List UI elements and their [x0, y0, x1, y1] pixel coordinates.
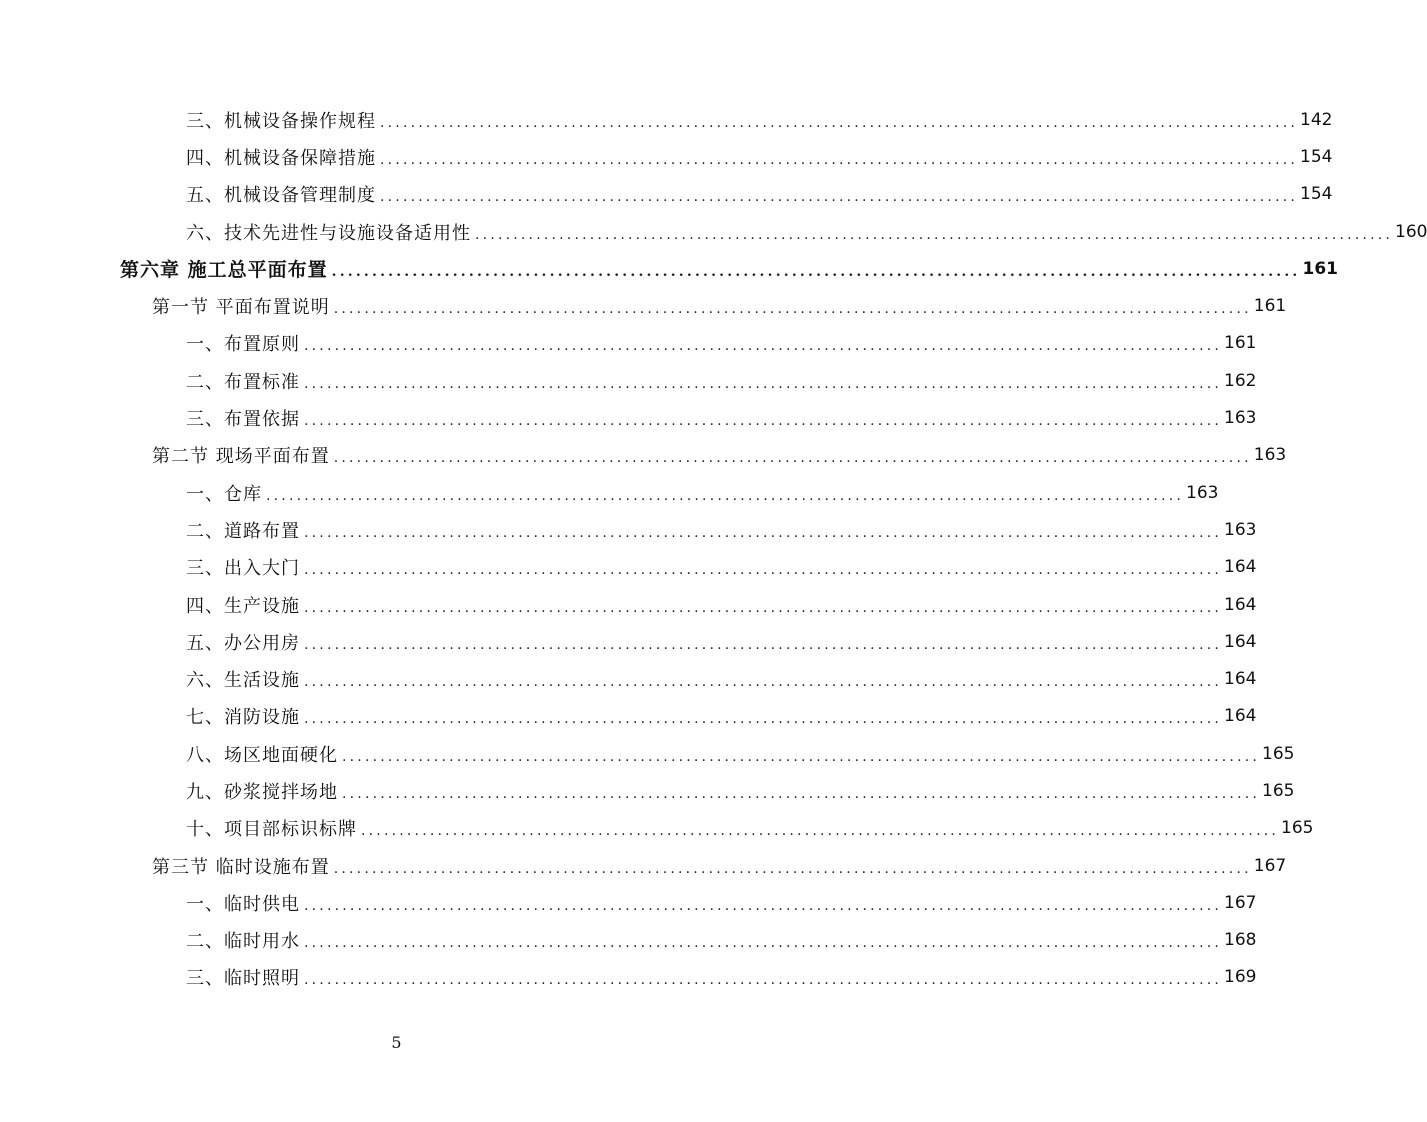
toc-entry-title: 一、布置原则	[186, 334, 300, 356]
toc-entry-title: 七、消防设施	[186, 707, 300, 729]
dot-leader: ........................................................................................................................	[304, 972, 1223, 989]
toc-entry-page: 164	[1224, 669, 1257, 690]
toc-entry-title: 第一节 平面布置说明	[152, 297, 330, 319]
toc-entry-title: 八、场区地面硬化	[186, 744, 338, 766]
dot-leader: ........................................................................................................................	[304, 413, 1223, 430]
page-number: 5	[391, 1033, 402, 1052]
toc-entry[interactable]	[0, 698, 1257, 735]
toc-entry-page: 164	[1224, 557, 1257, 578]
dot-leader: ........................................................................................................................	[333, 860, 1252, 877]
toc-entry-page: 168	[1224, 930, 1257, 951]
toc-entry[interactable]	[0, 176, 1333, 213]
toc-entry-page: 161	[1302, 258, 1339, 279]
toc-entry[interactable]	[0, 138, 1333, 175]
dot-leader: ........................................................................................................................	[361, 823, 1280, 840]
dot-leader: ........................................................................................................................	[342, 748, 1261, 765]
dot-leader: ........................................................................................................................	[380, 189, 1299, 206]
dot-leader: ........................................................................................................................	[304, 338, 1223, 355]
toc-entry-title: 第六章 施工总平面布置	[120, 259, 328, 282]
dot-leader: ........................................................................................................................	[304, 935, 1223, 952]
toc-entry-title: 三、临时照明	[186, 968, 300, 990]
toc-entry-title: 三、出入大门	[186, 558, 300, 580]
dot-leader: ........................................................................................................................	[304, 524, 1223, 541]
dot-leader: ........................................................................................................................	[304, 562, 1223, 579]
toc-entry-title: 二、布置标准	[186, 371, 300, 393]
toc-entry-page: 164	[1224, 594, 1257, 615]
toc-entry-page: 163	[1186, 482, 1219, 503]
toc-entry-title: 九、砂浆搅拌场地	[186, 781, 338, 803]
dot-leader: ........................................................................................................................	[333, 450, 1252, 467]
dot-leader: ........................................................................................................................	[304, 674, 1223, 691]
toc-entry-page: 163	[1224, 519, 1257, 540]
toc-entry[interactable]	[0, 325, 1257, 362]
toc-entry-title: 一、临时供电	[186, 893, 300, 915]
toc-entry[interactable]	[0, 623, 1257, 660]
toc-entry-title: 二、道路布置	[186, 520, 300, 542]
dot-leader: ........................................................................................................................	[331, 263, 1301, 280]
toc-entry[interactable]	[0, 735, 1295, 772]
dot-leader: ........................................................................................................................	[342, 785, 1261, 802]
dot-leader: ........................................................................................................................	[304, 897, 1223, 914]
toc-entry-page: 167	[1224, 892, 1257, 913]
toc-entry-title: 四、生产设施	[186, 595, 300, 617]
dot-leader: ........................................................................................................................	[304, 636, 1223, 653]
toc-entry-page: 154	[1300, 184, 1333, 205]
toc-entry[interactable]	[0, 586, 1257, 623]
toc-entry-page: 162	[1224, 370, 1257, 391]
toc-entry[interactable]	[0, 399, 1257, 436]
dot-leader: ........................................................................................................................	[380, 151, 1299, 168]
toc-entry-title: 三、机械设备操作规程	[186, 110, 376, 132]
toc-entry-title: 二、临时用水	[186, 931, 300, 953]
toc-section-entry[interactable]	[0, 847, 1287, 884]
toc-entry[interactable]	[0, 772, 1295, 809]
toc-entry-page: 163	[1224, 408, 1257, 429]
toc-entry[interactable]	[0, 922, 1257, 959]
dot-leader: ........................................................................................................................	[475, 226, 1394, 243]
dot-leader: ........................................................................................................................	[304, 599, 1223, 616]
toc-entry-title: 第二节 现场平面布置	[152, 446, 330, 468]
toc-entry-page: 165	[1262, 780, 1295, 801]
toc-entry-page: 160	[1395, 221, 1427, 242]
toc-entry[interactable]	[0, 884, 1257, 921]
toc-entry[interactable]	[0, 213, 1427, 250]
toc-section-entry[interactable]	[0, 287, 1287, 324]
toc-entry-title: 六、生活设施	[186, 670, 300, 692]
toc-entry[interactable]	[0, 549, 1257, 586]
toc-entry-title: 五、机械设备管理制度	[186, 185, 376, 207]
toc-entry-page: 154	[1300, 146, 1333, 167]
dot-leader: ........................................................................................................................	[304, 711, 1223, 728]
toc-entry-title: 四、机械设备保障措施	[186, 147, 376, 169]
dot-leader: ........................................................................................................................	[333, 301, 1252, 318]
toc-entry-title: 一、仓库	[186, 483, 262, 505]
toc-entry[interactable]	[0, 474, 1219, 511]
toc-entry[interactable]	[0, 362, 1257, 399]
toc-entry-title: 第三节 临时设施布置	[152, 856, 330, 878]
toc-entry[interactable]	[0, 810, 1314, 847]
toc-entry-page: 161	[1253, 296, 1287, 317]
toc-entry-page: 165	[1281, 818, 1314, 839]
toc-entry-title: 三、布置依据	[186, 409, 300, 431]
dot-leader: ........................................................................................................................	[380, 114, 1299, 131]
toc-entry-page: 167	[1253, 855, 1287, 876]
toc-entry-page: 163	[1253, 445, 1287, 466]
toc-entry-page: 165	[1262, 743, 1295, 764]
toc-entry-title: 五、办公用房	[186, 632, 300, 654]
toc-entry[interactable]	[0, 660, 1257, 697]
toc-entry-page: 164	[1224, 631, 1257, 652]
toc-entry[interactable]	[0, 959, 1257, 996]
toc-entry-page: 161	[1224, 333, 1257, 354]
toc-entry-title: 六、技术先进性与设施设备适用性	[186, 222, 471, 244]
toc-entry[interactable]	[0, 511, 1257, 548]
dot-leader: ........................................................................................................................	[266, 487, 1185, 504]
table-of-contents	[0, 101, 1427, 996]
toc-entry-page: 164	[1224, 706, 1257, 727]
toc-chapter-entry[interactable]	[0, 250, 1339, 287]
toc-entry-title: 十、项目部标识标牌	[186, 819, 357, 841]
toc-entry[interactable]	[0, 101, 1333, 138]
dot-leader: ........................................................................................................................	[304, 375, 1223, 392]
toc-entry-page: 142	[1300, 109, 1333, 130]
toc-entry-page: 169	[1224, 967, 1257, 988]
toc-section-entry[interactable]	[0, 437, 1287, 474]
